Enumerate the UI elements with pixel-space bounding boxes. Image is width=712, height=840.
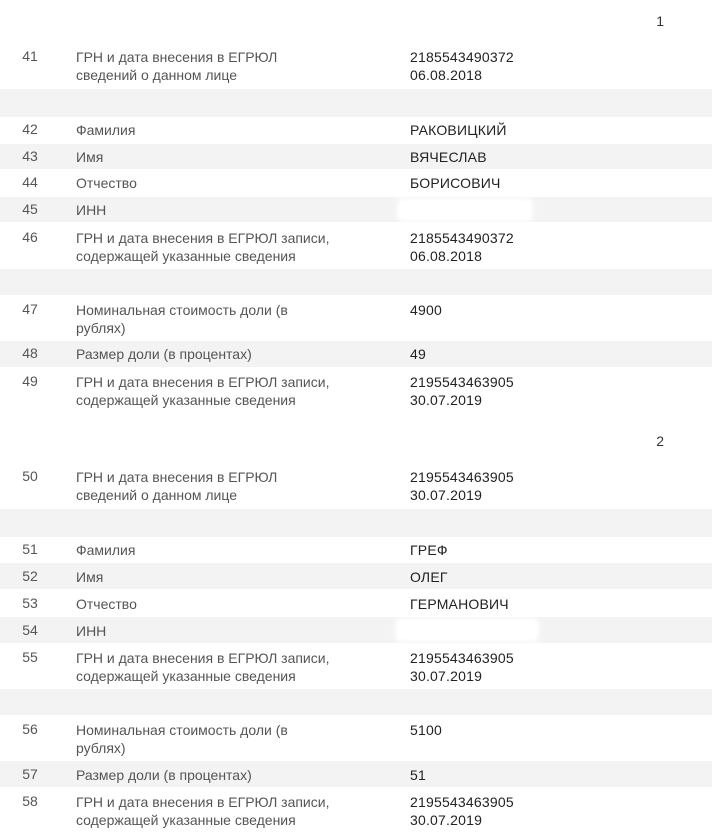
row-number: 58 (22, 793, 38, 809)
row-number: 47 (22, 301, 38, 317)
row-number: 50 (22, 468, 38, 484)
table-row (0, 341, 712, 367)
row-number: 41 (22, 48, 38, 64)
row-label: Отчество (76, 175, 137, 191)
table-row (0, 144, 712, 169)
row-value: 2195543463905 30.07.2019 (410, 374, 514, 408)
row-value: 49 (410, 346, 426, 362)
row-number: 48 (22, 345, 38, 361)
row-number: 49 (22, 373, 38, 389)
row-label: ГРН и дата внесения в ЕГРЮЛ сведений о данном лице (76, 49, 278, 83)
row-label: ГРН и дата внесения в ЕГРЮЛ записи, содержащей указанные сведения (76, 374, 330, 408)
table-row (0, 789, 712, 833)
spacer-row (0, 509, 712, 537)
row-value: ГРЕФ (410, 542, 448, 558)
section-number: 1 (656, 13, 664, 29)
row-number: 42 (22, 121, 38, 137)
spacer-row (0, 269, 712, 295)
row-value: 2185543490372 06.08.2018 (410, 230, 514, 264)
row-label: Размер доли (в процентах) (76, 346, 252, 362)
row-label: Фамилия (76, 542, 136, 558)
row-number: 52 (22, 568, 38, 584)
row-label: Фамилия (76, 122, 136, 138)
row-label: ГРН и дата внесения в ЕГРЮЛ записи, содержащей указанные сведения (76, 794, 330, 828)
row-number: 54 (22, 622, 38, 638)
table-row (0, 617, 712, 643)
table-row (0, 468, 712, 508)
row-label: Номинальная стоимость доли (в рублях) (76, 302, 288, 336)
row-label: ГРН и дата внесения в ЕГРЮЛ записи, содержащей указанные сведения (76, 230, 330, 264)
table-row (0, 170, 712, 196)
row-value: 4900 (410, 302, 442, 318)
row-value: 2195543463905 30.07.2019 (410, 650, 514, 684)
row-value: 2195543463905 30.07.2019 (410, 794, 514, 828)
spacer-row (0, 89, 712, 117)
row-number: 51 (22, 541, 38, 557)
row-value: ВЯЧЕСЛАВ (410, 149, 487, 165)
redacted-value (400, 201, 530, 219)
table-row (0, 297, 712, 341)
table-row (0, 197, 712, 222)
table-row (0, 369, 712, 413)
row-label: ИНН (76, 623, 107, 639)
row-label: Размер доли (в процентах) (76, 767, 252, 783)
row-label: ГРН и дата внесения в ЕГРЮЛ записи, содержащей указанные сведения (76, 650, 330, 684)
row-number: 55 (22, 649, 38, 665)
section-number: 2 (656, 433, 664, 449)
row-value: РАКОВИЦКИЙ (410, 122, 507, 138)
table-row (0, 590, 712, 616)
row-value: 2195543463905 30.07.2019 (410, 469, 514, 503)
table-row (0, 645, 712, 689)
row-number: 44 (22, 174, 38, 190)
row-label: Номинальная стоимость доли (в рублях) (76, 722, 288, 756)
row-value: ОЛЕГ (410, 569, 448, 585)
table-row (0, 563, 712, 589)
row-label: Имя (76, 569, 104, 585)
row-label: ИНН (76, 202, 107, 218)
table-row (0, 539, 712, 565)
row-number: 53 (22, 595, 38, 611)
table-row (0, 119, 712, 145)
row-value: 51 (410, 767, 426, 783)
row-number: 43 (22, 148, 38, 164)
table-row (0, 717, 712, 761)
table-row (0, 225, 712, 269)
row-number: 45 (22, 201, 38, 217)
row-value: БОРИСОВИЧ (410, 175, 501, 191)
redacted-value (398, 621, 536, 639)
row-number: 57 (22, 766, 38, 782)
row-label: Имя (76, 149, 104, 165)
row-number: 56 (22, 721, 38, 737)
row-value: ГЕРМАНОВИЧ (410, 596, 509, 612)
row-label: ГРН и дата внесения в ЕГРЮЛ сведений о данном лице (76, 469, 278, 503)
row-value: 2185543490372 06.08.2018 (410, 49, 514, 83)
row-label: Отчество (76, 596, 137, 612)
table-row (0, 761, 712, 787)
spacer-row (0, 689, 712, 715)
row-number: 46 (22, 229, 38, 245)
row-value: 5100 (410, 722, 442, 738)
table-row (0, 48, 712, 88)
